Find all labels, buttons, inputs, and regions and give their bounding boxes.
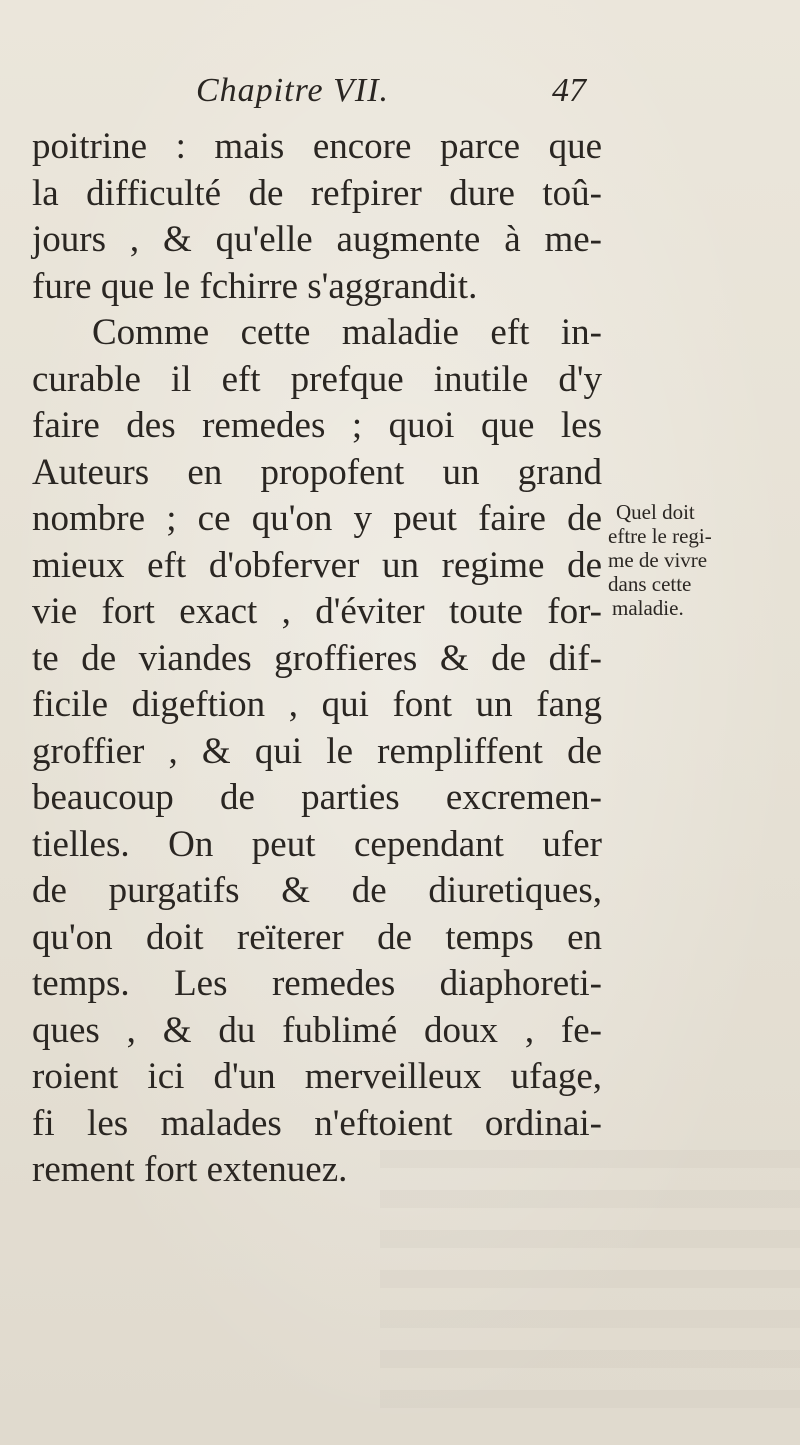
text-line: Auteurs en propofent un grand <box>32 451 602 493</box>
body-text <box>32 124 602 1194</box>
margin-note-line: Quel doit <box>616 500 695 524</box>
text-line: nombre ; ce qu'on y peut faire de <box>32 498 602 539</box>
text-line: beaucoup de parties excremen- <box>32 777 602 818</box>
text-line: ficile digeftion , qui font un fang <box>32 684 602 725</box>
text-line: vie fort exact , d'éviter toute for- <box>32 591 602 632</box>
margin-note-line: dans cette <box>608 572 692 596</box>
margin-note-line: eftre le regi- <box>608 524 712 548</box>
text-line: de purgatifs & de diuretiques, <box>32 870 602 911</box>
text-line: rement fort extenuez. <box>32 1149 348 1190</box>
text-line: la difficulté de refpirer dure toû- <box>32 172 602 214</box>
text-line: jours , & qu'elle augmente à me- <box>32 219 602 260</box>
text-line: fure que le fchirre s'aggrandit. <box>32 265 478 307</box>
running-head: Chapitre VII. <box>196 72 390 109</box>
page-number: 47 <box>552 72 586 109</box>
margin-note-line: me de vivre <box>608 548 708 572</box>
text-line: qu'on doit reïterer de temps en <box>32 916 602 958</box>
text-line: poitrine : mais encore parce que <box>32 126 602 167</box>
margin-note <box>608 500 768 620</box>
text-line: roient ici d'un merveilleux ufage, <box>32 1056 602 1097</box>
text-line: fi les malades n'eftoient ordinai- <box>32 1102 602 1144</box>
page-header <box>0 72 800 122</box>
text-line: temps. Les remedes diaphoreti- <box>32 963 602 1004</box>
text-line: mieux eft d'obferver un regime de <box>32 544 602 586</box>
text-line: ques , & du fublimé doux , fe- <box>32 1009 602 1051</box>
text-line: curable il eft prefque inutile d'y <box>32 358 602 400</box>
text-line: te de viandes groffieres & de dif- <box>32 637 602 679</box>
text-line: tielles. On peut cependant ufer <box>32 823 602 865</box>
margin-note-line: maladie. <box>612 596 684 620</box>
text-line: Comme cette maladie eft in- <box>92 312 602 353</box>
text-line: groffier , & qui le rempliffent de <box>32 730 602 772</box>
text-line: faire des remedes ; quoi que les <box>32 405 602 446</box>
